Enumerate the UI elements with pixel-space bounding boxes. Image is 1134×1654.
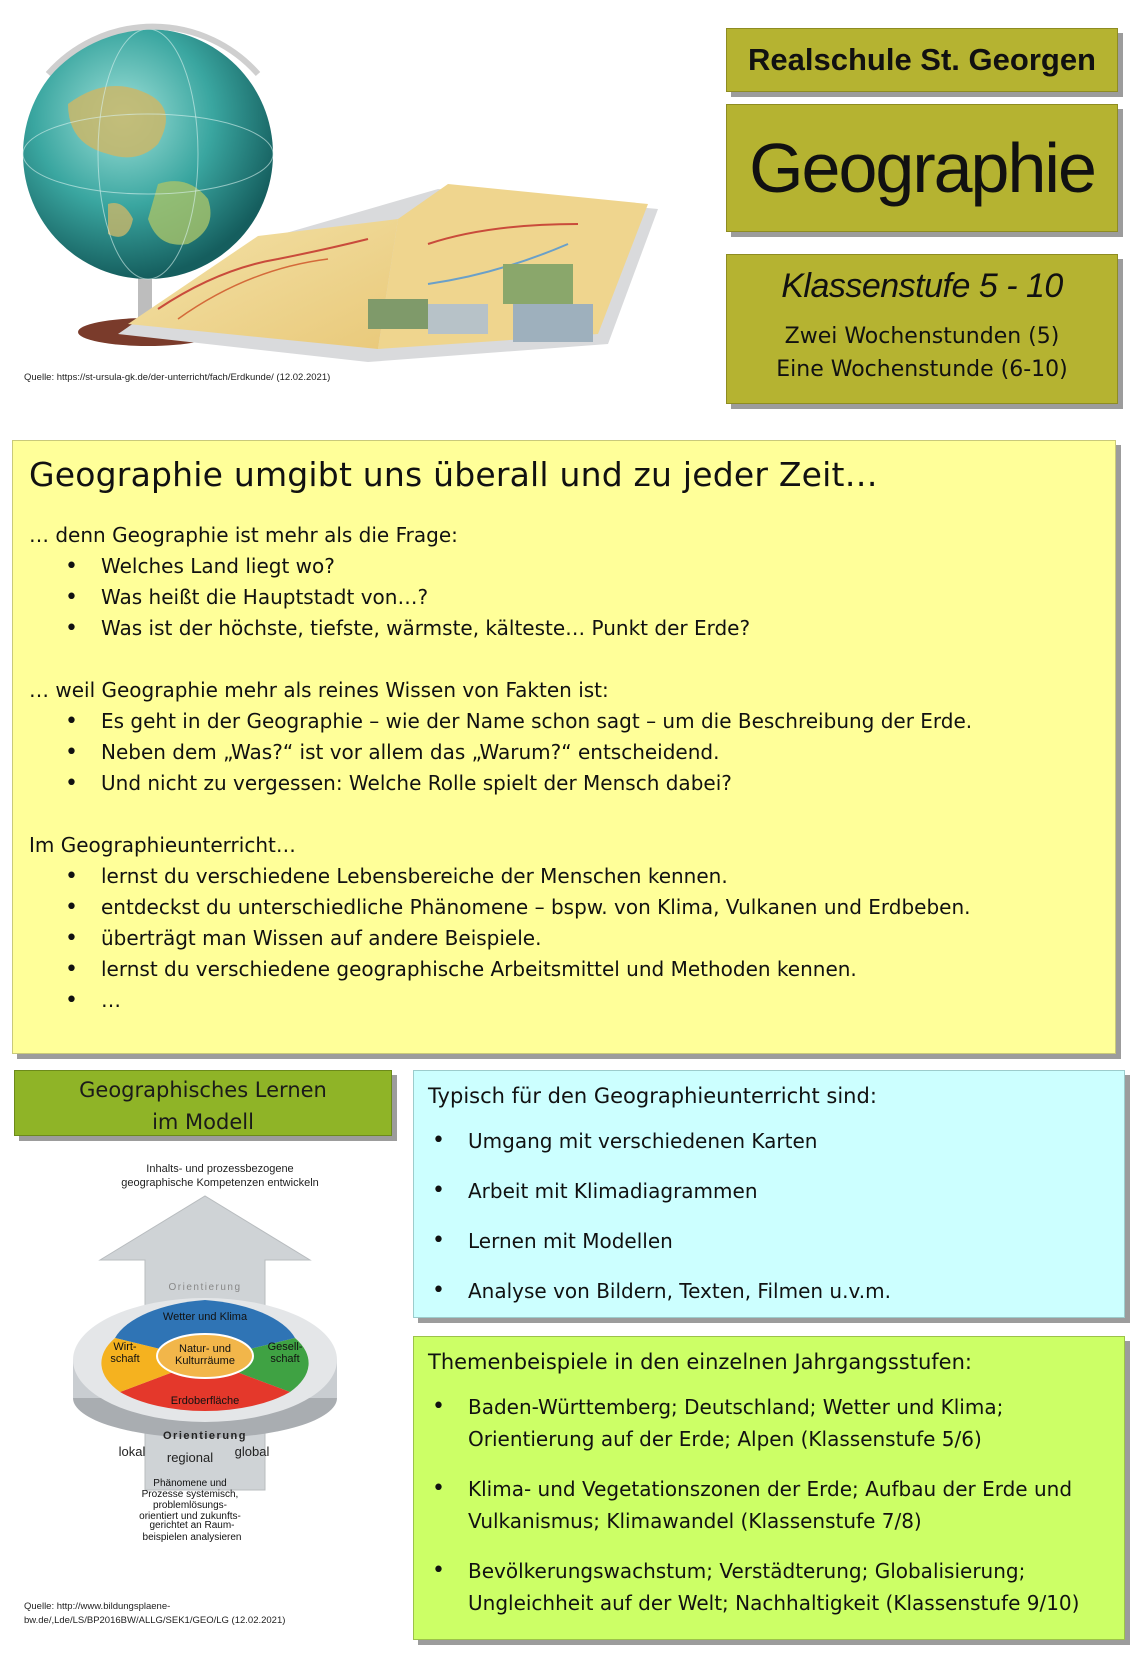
model-bottom-text: gerichtet an Raum-	[149, 1520, 235, 1531]
grade-range: Klassenstufe 5 - 10	[781, 267, 1063, 305]
list-item: • Neben dem „Was?“ ist vor allem das „Warum?“ entscheidend.	[65, 737, 1099, 768]
model-source-line-2: bw.de/,Lde/LS/BP2016BW/ALLG/SEK1/GEO/LG (12.02.2021)	[24, 1615, 286, 1626]
model-economy-2: schaft	[110, 1353, 140, 1365]
intro-list-2	[65, 706, 1099, 799]
grade-box	[726, 254, 1118, 404]
model-source	[24, 1600, 285, 1628]
model-surface: Erdoberfläche	[170, 1395, 240, 1407]
topics-list	[432, 1391, 1110, 1619]
list-item: • Es geht in der Geographie – wie der Name schon sagt – um die Beschreibung der Erde.	[65, 706, 1099, 737]
typical-box	[413, 1070, 1125, 1318]
photo-source: Quelle: https://st-ursula-gk.de/der-unterricht/fach/Erdkunde/ (12.02.2021)	[24, 372, 331, 383]
hours-grade-5: Zwei Wochenstunden (5)	[784, 324, 1060, 349]
model-scale-global: global	[234, 1444, 270, 1459]
list-item: • …	[65, 985, 1099, 1016]
intro-list-3	[65, 861, 1099, 1016]
list-item: • lernst du verschiedene geographische Arbeitsmittel und Methoden kennen.	[65, 954, 1099, 985]
list-item: • Welches Land liegt wo?	[65, 551, 1099, 582]
list-item: • Was ist der höchste, tiefste, wärmste, kälteste… Punkt der Erde?	[65, 613, 1099, 644]
model-bottom-text: Prozesse systemisch,	[141, 1489, 239, 1500]
list-item: • lernst du verschiedene Lebensbereiche der Menschen kennen.	[65, 861, 1099, 892]
model-bottom-text-continued	[112, 1520, 272, 1544]
model-society-2: schaft	[270, 1353, 300, 1365]
model-scale-local: lokal	[118, 1444, 146, 1459]
model-label	[14, 1070, 392, 1136]
list-item: • Arbeit mit Klimadiagrammen	[432, 1175, 1110, 1207]
model-orientation-top: Orientierung	[168, 1282, 242, 1293]
list-item: • Was heißt die Hauptstadt von…?	[65, 582, 1099, 613]
model-nature-1: Natur- und	[179, 1343, 231, 1355]
list-item: • Umgang mit verschiedenen Karten	[432, 1125, 1110, 1157]
model-top-text-1: Inhalts- und prozessbezogene	[146, 1163, 294, 1175]
topics-box	[413, 1336, 1125, 1640]
model-scale-regional: regional	[166, 1450, 214, 1465]
model-top-text-2: geographische Kompetenzen entwickeln	[121, 1177, 319, 1189]
school-name: Realschule St. Georgen	[726, 28, 1118, 92]
model-orientation-bottom: Orientierung	[162, 1430, 248, 1442]
list-item: • Klima- und Vegetationszonen der Erde; Aufbau der Erde und Vulkanismus; Klimawandel (Klassenstufe 7/8)	[432, 1473, 1110, 1537]
model-nature-2: Kulturräume	[175, 1355, 235, 1367]
model-bottom-text: orientiert und zukunfts-	[139, 1511, 241, 1520]
learning-model-diagram	[60, 1160, 380, 1520]
model-label-line-1: Geographisches Lernen	[79, 1078, 327, 1102]
model-source-line-1: Quelle: http://www.bildungsplaene-	[24, 1601, 171, 1612]
intro-heading: Geographie umgibt uns überall und zu jeder Zeit…	[29, 455, 878, 494]
list-item: • überträgt man Wissen auf andere Beispiele.	[65, 923, 1099, 954]
topics-title: Themenbeispiele in den einzelnen Jahrgangsstufen:	[428, 1350, 972, 1374]
list-item: • Lernen mit Modellen	[432, 1225, 1110, 1257]
list-item: • entdeckst du unterschiedliche Phänomene – bspw. von Klima, Vulkanen und Erdbeben.	[65, 892, 1099, 923]
model-economy-1: Wirt-	[113, 1341, 137, 1353]
list-item: • Baden-Württemberg; Deutschland; Wetter und Klima; Orientierung auf der Erde; Alpen (Klassenstufe 5/6)	[432, 1391, 1110, 1455]
model-bottom-text: Phänomene und	[153, 1478, 227, 1489]
typical-list	[432, 1125, 1110, 1307]
list-item: • Bevölkerungswachstum; Verstädterung; Globalisierung; Ungleichheit auf der Welt; Nachhaltigkeit (Klassenstufe 9/10)	[432, 1555, 1110, 1619]
list-item: • Analyse von Bildern, Texten, Filmen u.v.m.	[432, 1275, 1110, 1307]
globe-atlas-photo	[8, 14, 708, 384]
subject-title: Geographie	[726, 104, 1118, 232]
intro-paragraph-2: … weil Geographie mehr als reines Wissen von Fakten ist:	[29, 678, 609, 702]
model-society-1: Gesell-	[267, 1341, 303, 1353]
hours-grade-6-10: Eine Wochenstunde (6-10)	[776, 357, 1068, 382]
intro-box	[12, 440, 1116, 1054]
model-label-line-2: im Modell	[152, 1110, 254, 1134]
list-item: • Und nicht zu vergessen: Welche Rolle spielt der Mensch dabei?	[65, 768, 1099, 799]
intro-list-1	[65, 551, 1099, 644]
model-bottom-text: beispielen analysieren	[142, 1532, 242, 1543]
model-bottom-text: problemlösungs-	[153, 1500, 227, 1511]
model-weather: Wetter und Klima	[162, 1311, 248, 1323]
typical-title: Typisch für den Geographieunterricht sind:	[428, 1084, 877, 1108]
intro-paragraph-1: … denn Geographie ist mehr als die Frage:	[29, 523, 458, 547]
intro-paragraph-3: Im Geographieunterricht…	[29, 833, 296, 857]
